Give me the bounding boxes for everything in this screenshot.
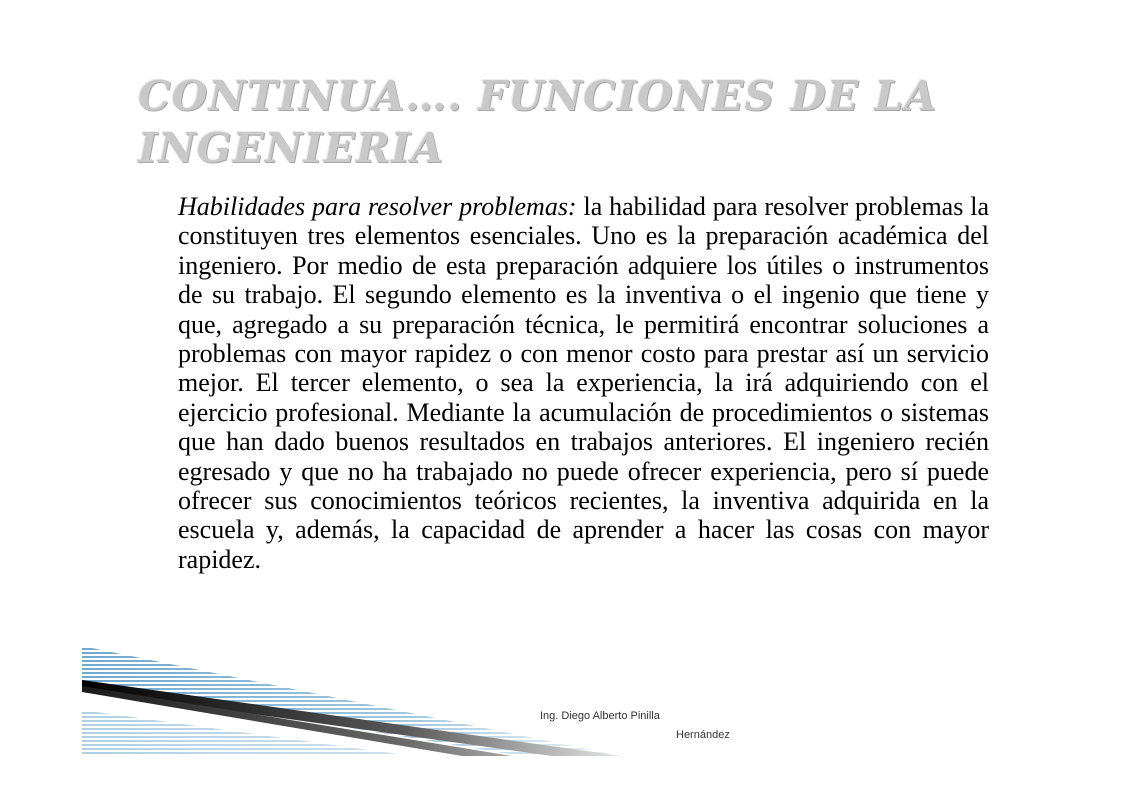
body-text: la habilidad para resolver problemas la constituyen tres elementos esenciales. Uno es la preparación académica del ingeniero. Por medio de esta preparación adquiere los útiles o instrumentos de su trabajo. El segundo elemento es la inventiva o el ingenio que tiene y que, agregado a su preparación técnica, le permitirá encontrar soluciones a problemas con mayor rapidez o con menor costo para prestar así un servicio mejor. El tercer elemento, o sea la experiencia, la irá adquiriendo con el ejercicio profesional. Mediante la acumulación de procedimientos o sistemas que han dado buenos resultados en trabajos anteriores. El ingeniero recién egresado y que no ha trabajado no puede ofrecer experiencia, pero sí puede ofrecer sus conocimientos teóricos recientes, la inventiva adquirida en la escuela y, además, la capacidad de aprender a hacer las cosas con mayor rapidez.: [178, 192, 989, 574]
footer-author-line2: Hernández: [676, 729, 730, 741]
body-lead-phrase: Habilidades para resolver problemas:: [178, 192, 577, 221]
slide-title: CONTINUA…. FUNCIONES DE LA INGENIERIA: [138, 72, 938, 172]
footer-author-line1: Ing. Diego Alberto Pinilla: [540, 710, 660, 722]
decorative-stripes-graphic: [82, 640, 622, 760]
body-paragraph: [178, 192, 989, 574]
